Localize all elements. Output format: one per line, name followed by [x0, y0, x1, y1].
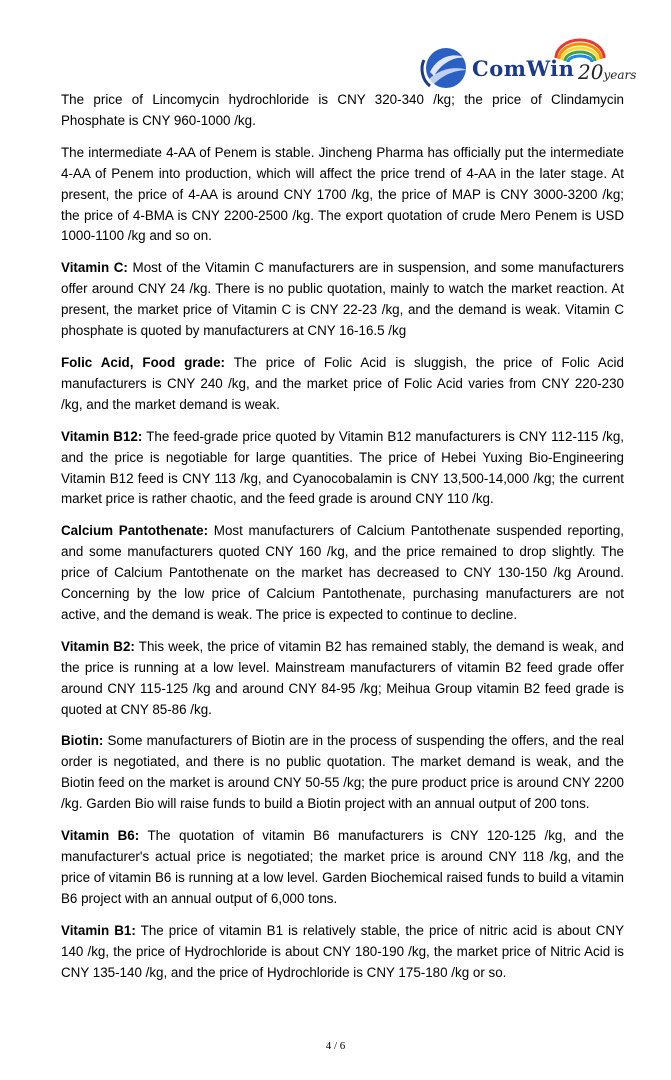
section-heading: Calcium Pantothenate:: [61, 523, 209, 539]
paragraph-vitamin-b2: Vitamin B2: This week, the price of vitamin B2 has remained stably, the demand is weak, and the price is running at a low level. Mainstream manufacturers of vitamin B2 feed grade offer around CNY 115-125 /kg and around CNY 84-95 /kg; Meihua Group vitamin B2 feed grade is quoted at CNY 85-86 /kg.: [61, 638, 624, 717]
paragraph-penem: The intermediate 4-AA of Penem is stable. Jincheng Pharma has officially put the intermediate 4-AA of Penem into production, which will affect the price trend of 4-AA in the later stage. At present, the price of 4-AA is around CNY 1700 /kg, the price of MAP is CNY 3000-3200 /kg; the price of 4-BMA is CNY 2200-2500 /kg. The export quotation of crude Mero Penem is USD 1000-1100 /kg and so on.: [61, 144, 624, 244]
comwin-logo: [416, 38, 646, 94]
paragraph-folic-acid: Folic Acid, Food grade: The price of Folic Acid is sluggish, the price of Folic Acid manufacturers is CNY 240 /kg, and the market price of Folic Acid varies from CNY 220-230 /kg, and the market demand is weak.: [61, 354, 624, 412]
anniversary-label: 20years: [578, 60, 637, 84]
paragraph-vitamin-c: Vitamin C: Most of the Vitamin C manufacturers are in suspension, and some manufacturers offer around CNY 24 /kg. There is no public quotation, mainly to watch the market reaction. At present, the market price of Vitamin C is CNY 22-23 /kg, and the demand is weak. Vitamin C phosphate is quoted by manufacturers at CNY 16-16.5 /kg: [61, 260, 624, 339]
section-heading: Folic Acid, Food grade:: [61, 354, 225, 370]
paragraph-biotin: Biotin: Some manufacturers of Biotin are in the process of suspending the offers, and the real order is negotiated, and there is no public quotation. The market demand is weak, and the Biotin feed on the market is around CNY 50-55 /kg; the pure product price is around CNY 2200 /kg. Garden Bio will raise funds to build a Biotin project with an annual output of 200 tons.: [61, 733, 624, 812]
paragraph-vitamin-b6: Vitamin B6: The quotation of vitamin B6 manufacturers is CNY 120-125 /kg, and the manufacturer's actual price is negotiated; the market price is around CNY 118 /kg, and the price of vitamin B6 is running at a low level. Garden Biochemical raised funds to build a vitamin B6 project with an annual output of 6,000 tons.: [61, 828, 624, 906]
paragraph-calcium-pantothenate: Calcium Pantothenate: Most manufacturers of Calcium Pantothenate suspended reporting, and some manufacturers quoted CNY 160 /kg, and the price remained to drop slightly. The price of Calcium Pantothenate on the market has decreased to CNY 130-150 /kg Around. Concerning by the low price of Calcium Pantothenate, purchasing manufacturers are not active, and the demand is weak. The price is expected to continue to decline.: [61, 523, 624, 622]
section-heading: Biotin:: [61, 733, 104, 749]
page-number: 4 / 6: [325, 1040, 346, 1052]
section-heading: Vitamin B1:: [61, 922, 136, 938]
document-body: [61, 90, 624, 994]
paragraph-vitamin-b12: Vitamin B12: The feed-grade price quoted by Vitamin B12 manufacturers is CNY 112-115 /kg, and the price is negotiable for large quantities. The price of Hebei Yuxing Bio-Engineering Vitamin B12 feed is CNY 113 /kg, and Cyanocobalamin is CNY 13,500-14,000 /kg; the current market price is rather chaotic, and the feed grade is around CNY 110 /kg.: [61, 428, 624, 507]
section-heading: Vitamin B6:: [61, 828, 140, 844]
section-heading: Vitamin B12:: [61, 428, 143, 444]
brand-name: ComWin: [472, 56, 575, 81]
paragraph-lincomycin: The price of Lincomycin hydrochloride is CNY 320-340 /kg; the price of Clindamycin Phosphate is CNY 960-1000 /kg.: [61, 92, 624, 128]
section-heading: Vitamin B2:: [61, 638, 135, 654]
section-heading: Vitamin C:: [61, 260, 128, 276]
paragraph-vitamin-b1: Vitamin B1: The price of vitamin B1 is relatively stable, the price of nitric acid is about CNY 140 /kg, the price of Hydrochloride is about CNY 180-190 /kg, the market price of Nitric Acid is CNY 135-140 /kg, and the price of Hydrochloride is CNY 175-180 /kg or so.: [61, 922, 625, 980]
